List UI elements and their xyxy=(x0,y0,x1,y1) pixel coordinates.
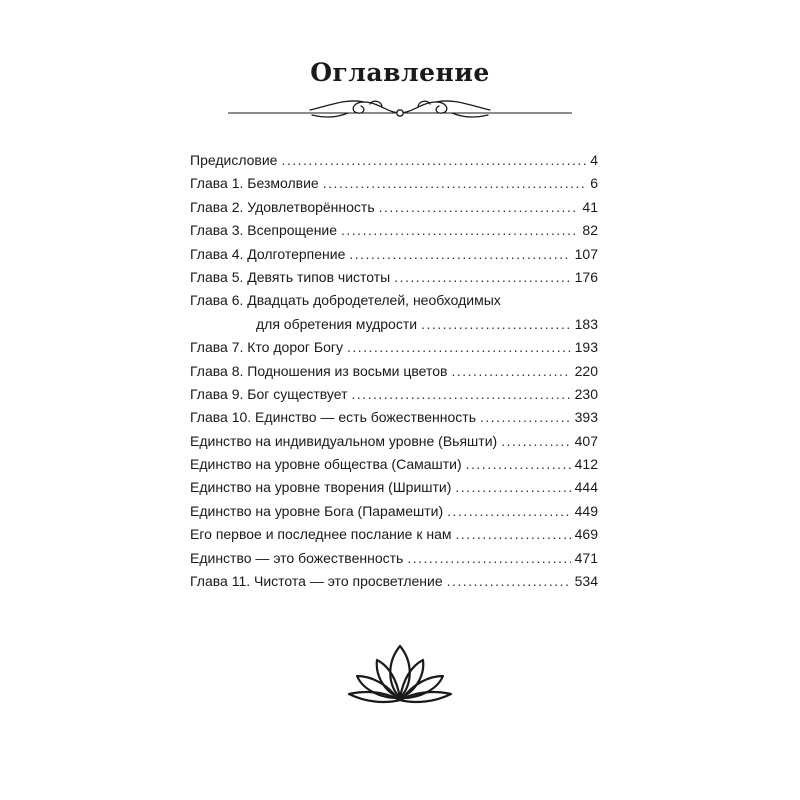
toc-page-number: 176 xyxy=(574,268,598,285)
flourish-divider-icon xyxy=(228,96,572,126)
toc-page-number: 4 xyxy=(590,152,598,168)
dot-leader xyxy=(451,360,570,383)
toc-page-number: 469 xyxy=(574,526,598,543)
toc-page-number: 183 xyxy=(574,315,598,332)
dot-leader xyxy=(349,243,570,266)
dot-leader xyxy=(455,476,570,499)
toc-entry xyxy=(190,476,598,499)
toc-page-number: 230 xyxy=(574,385,598,402)
toc-page-number: 82 xyxy=(582,222,598,239)
toc-entry xyxy=(190,149,598,172)
toc-entry-title: Глава 4. Долготерпение xyxy=(190,245,346,262)
toc-entry-title: Единство на индивидуальном уровне (Вьяшти) xyxy=(190,432,498,449)
toc-entry-title: Глава 5. Девять типов чистоты xyxy=(190,268,391,285)
dot-leader xyxy=(323,172,587,195)
toc-page-number: 393 xyxy=(574,409,598,426)
toc-entry xyxy=(190,219,598,242)
toc-entry xyxy=(190,289,598,312)
toc-entry-title: Глава 7. Кто дорог Богу xyxy=(190,339,343,356)
toc-entry-title: Единство на уровне творения (Шришти) xyxy=(190,479,452,496)
toc-entry xyxy=(190,172,598,195)
toc-entry-title: Глава 10. Единство — есть божественность xyxy=(190,409,476,426)
toc-page-number: 534 xyxy=(574,573,598,590)
toc-entry-title: Единство на уровне Бога (Парамешти) xyxy=(190,502,444,519)
table-of-contents xyxy=(190,149,598,593)
dot-leader xyxy=(379,196,579,219)
toc-entry-title: Глава 9. Бог существует xyxy=(190,385,348,402)
toc-entry-title: Его первое и последнее послание к нам xyxy=(190,526,452,543)
dot-leader xyxy=(394,266,570,289)
toc-entry xyxy=(190,336,598,359)
toc-entry-title: Единство на уровне общества (Самашти) xyxy=(190,456,462,473)
toc-page-number: 471 xyxy=(574,549,598,566)
dot-leader xyxy=(407,547,570,570)
toc-entry-title: Предисловие xyxy=(190,152,278,168)
toc-page-number: 107 xyxy=(574,245,598,262)
dot-leader xyxy=(501,430,570,453)
dot-leader xyxy=(421,313,571,336)
toc-entry xyxy=(190,383,598,406)
dot-leader xyxy=(341,219,578,242)
toc-entry xyxy=(190,453,598,476)
toc-entry xyxy=(190,406,598,429)
dot-leader xyxy=(447,500,570,523)
toc-entry-title: Глава 6. Двадцать добродетелей, необходимых xyxy=(190,292,501,309)
toc-entry xyxy=(190,360,598,383)
lotus-icon xyxy=(345,636,455,708)
dot-leader xyxy=(347,336,571,359)
toc-page-number: 449 xyxy=(574,502,598,519)
dot-leader xyxy=(480,406,571,429)
toc-entry-title: Глава 1. Безмолвие xyxy=(190,175,319,192)
toc-entry xyxy=(190,500,598,523)
dot-leader xyxy=(456,523,571,546)
toc-page-number: 220 xyxy=(574,362,598,379)
page-title: Оглавление xyxy=(310,58,490,87)
toc-entry xyxy=(190,570,598,593)
dot-leader xyxy=(281,149,586,172)
toc-entry xyxy=(190,523,598,546)
toc-entry xyxy=(190,547,598,570)
toc-entry-title: Глава 2. Удовлетворённость xyxy=(190,198,375,215)
toc-entry xyxy=(190,196,598,219)
toc-entry-title: Глава 8. Подношения из восьми цветов xyxy=(190,362,448,379)
dot-leader xyxy=(466,453,571,476)
toc-entry xyxy=(190,266,598,289)
toc-page-number: 444 xyxy=(574,479,598,496)
toc-page-number: 407 xyxy=(574,432,598,449)
toc-entry-title: для обретения мудрости xyxy=(256,315,418,332)
toc-entry-title: Глава 3. Всепрощение xyxy=(190,222,338,239)
toc-page-number: 193 xyxy=(574,339,598,356)
toc-entry xyxy=(190,243,598,266)
dot-leader xyxy=(447,570,571,593)
toc-entry xyxy=(190,313,598,336)
toc-page-number: 6 xyxy=(590,175,598,192)
toc-entry xyxy=(190,430,598,453)
toc-entry-title: Единство — это божественность xyxy=(190,549,404,566)
dot-leader xyxy=(352,383,571,406)
toc-entry-title: Глава 11. Чистота — это просветление xyxy=(190,573,443,590)
toc-page-number: 412 xyxy=(574,456,598,473)
toc-page-number: 41 xyxy=(582,198,598,215)
